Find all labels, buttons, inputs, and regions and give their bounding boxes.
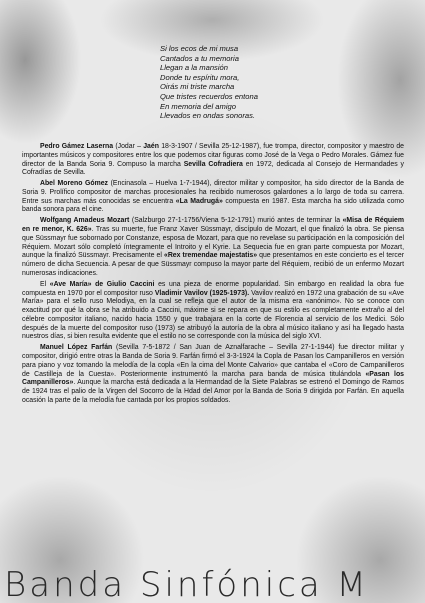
text-run: en 1972, dedicada al Consejo de Hermandades y Cofradías de Sevilla. <box>22 160 404 177</box>
bold-text: Sevilla Cofradiera <box>183 160 243 168</box>
poem <box>160 44 360 121</box>
poem-line: Que tristes recuerdos entona <box>160 91 258 101</box>
text-run: 18-3-1907 / Sevilla 25-12-1987), fue trompa, director, compositor y maestro de importantes músicos y compositores entre los que podemos citar figuras como José de la Vega o Pedro Morales. Gámez fue director de la Banda Soria 9. Compuso la marcha <box>22 143 405 168</box>
bold-text: Wolfgang Amadeus Mozart <box>40 217 130 225</box>
text-run: . Tras su muerte, fue Franz Xaver Süssmayr, discípulo de Mozart, el que finalizó la obra. Se piensa que Süssmayr fue sobornado por Constanze, esposa de Mozart, para que no revelase su participación en la composición del Réquiem. Mozart sólo completó íntegramente el Introito y el Kyrie. La Sequecia fue en gran parte compuesta por Mozart, aunque la finalizó Süssmayr. Precisamente el <box>22 226 404 260</box>
bold-text: «Misa de Réquiem en re menor, K. 626» <box>22 217 404 234</box>
paragraph <box>22 143 404 178</box>
text-run: compuesta en 1987. Esta marcha ha sido utilizada como banda sonora para el cine. <box>22 197 405 214</box>
text-run: (Salzburgo 27-1-1756/Viena 5-12-1791) murió antes de terminar la <box>129 217 343 225</box>
footer-title: Banda Sinfónica M <box>4 565 369 603</box>
bold-text: «La Madrugá» <box>175 197 223 205</box>
article-body <box>22 143 404 408</box>
paragraph <box>22 281 404 342</box>
poem-line: Llevados en ondas sonoras. <box>160 111 255 121</box>
bold-text: Manuel López Farfán <box>40 344 113 352</box>
text-run: (Encinasola – Huelva 1-7-1944), director militar y compositor, ha sido director de la Banda de Soria 9. Prolífico compositor de marchas procesionales ha recibido numerosos galardones a lo largo de toda su carrera. Entre sus marchas más conocidas se encuentra <box>22 180 404 205</box>
poem-line: Llegan a la mansión <box>160 63 228 73</box>
bold-text: Abel Moreno Gómez <box>40 180 108 188</box>
text-run: El <box>40 280 50 288</box>
text-run: . Aunque la marcha está dedicada a la Hermandad de la Siete Palabras se estrenó el Domingo de Ramos de 1924 tras el palio de la Virgen del Socorro de la Hdad del Amor por la Banda de Soria 9 dirigida por Farfán. En aquella ocasión la parte de la melodía fue cantada por los propios soldados. <box>22 379 404 404</box>
text-run: es una pieza de enorme popularidad. Sin embargo en realidad la obra fue compuesta en 1970 por el compositor ruso <box>22 280 404 297</box>
poem-line: En memoria del amigo <box>160 101 236 111</box>
bold-text: Vladimir Vavilov (1925-1973). <box>154 289 250 297</box>
poem-line: Cantados a tu memoria <box>160 53 239 63</box>
poem-line: Oirás mi triste marcha <box>160 82 235 92</box>
bold-text: «Pasan los Campanilleros» <box>22 370 404 387</box>
text-run: Vavilov realizó en 1972 una grabación de su «Ave María» para el sello ruso Melodiya, en la cual se refleja que el autor de la misma era «anónimo». No se conoce con exactitud por qué la obra se ha atribuido a Caccini, máxime si se repara en que su estilo es completamente extraño al del célebre compositor italiano, nacido hacia 1550 y que trabajara en la corte de Florencia al servicio de los Medici. Sólo después de la muerte del compositor ruso (1973) se atribuyó la autoría de la obra al músico italiano y así ha llegado hasta nuestros días, si bien resulta evidente que el estilo no se corresponde con la música del siglo XVI. <box>22 289 404 341</box>
poem-line: Donde tu espíritu mora, <box>160 72 240 82</box>
text-run: (Sevilla 7-5-1872 / San Juan de Aznalfarache – Sevilla 27-1-1944) fue director militar y compositor, dirigió entre otras la Banda de Soria 9. Farfán firmó el 3-3-1924 la Copla de Pasan los Campanilleros en versión para piano y voz tomando la melodía de la copla «En la cima del Monte Calvario» que cantaba el «Coro de Campanilleros de Castilleja de la Cuesta». Posteriormente instrumentó la marcha para banda de música titulándola <box>22 344 404 378</box>
poem-line: Si los ecos de mi musa <box>160 44 239 53</box>
bold-text: «Ave María» de Giulio Caccini <box>49 280 155 288</box>
paragraph <box>22 217 404 278</box>
paragraph <box>22 344 404 405</box>
bold-text: «Rex tremendae majestatis» <box>164 252 258 260</box>
bold-text: Jaén <box>143 143 159 150</box>
text-run: (Jodar – <box>113 143 144 150</box>
paragraph <box>22 180 404 215</box>
text-run: que presentamos en este concierto es el tercer número de dicha Secuencia. A pesar de que Süssmayr compuso la mayor parte del Réquiem, recibió de un enfermo Mozart numerosas indicaciones. <box>22 252 404 277</box>
bold-text: Pedro Gámez Laserna <box>40 143 114 150</box>
